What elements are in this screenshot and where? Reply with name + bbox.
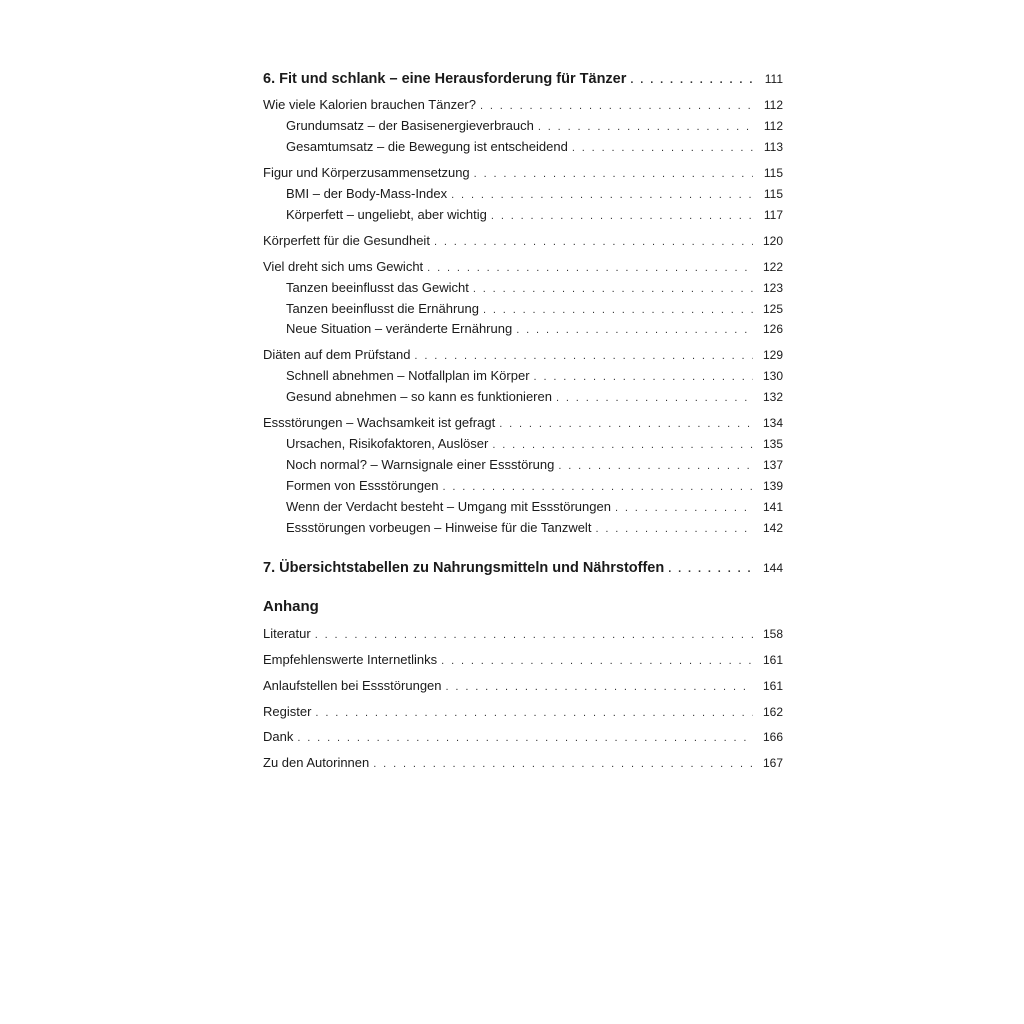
- toc-page-number: 113: [763, 140, 783, 154]
- toc-entry: [263, 233, 783, 250]
- toc-title: Viel dreht sich ums Gewicht: [263, 259, 424, 274]
- toc-page-number: 111: [764, 72, 783, 86]
- dot-leader: [315, 705, 753, 721]
- dot-leader: [373, 756, 753, 772]
- toc-entry: [263, 347, 783, 364]
- toc-page-number: 117: [763, 208, 783, 222]
- toc-title: Ursachen, Risikofaktoren, Auslöser: [286, 436, 489, 451]
- dot-leader: [538, 119, 753, 135]
- toc-title: Anlaufstellen bei Essstörungen: [263, 678, 442, 693]
- dot-leader: [491, 208, 753, 224]
- toc-title: Noch normal? – Warnsignale einer Essstörung: [286, 457, 555, 472]
- toc-title: Formen von Essstörungen: [286, 478, 439, 493]
- dot-leader: [414, 348, 753, 364]
- toc-title: Wenn der Verdacht besteht – Umgang mit Essstörungen: [286, 499, 611, 514]
- toc-title: Zu den Autorinnen: [263, 755, 370, 770]
- appendix-heading: Anhang: [263, 598, 319, 615]
- toc-subentry: [263, 499, 783, 516]
- toc-title: Neue Situation – veränderte Ernährung: [286, 321, 513, 336]
- toc-entry: [263, 729, 783, 746]
- toc-page-number: 142: [762, 521, 783, 535]
- toc-page-number: 137: [762, 458, 783, 472]
- toc-title: Wie viele Kalorien brauchen Tänzer?: [263, 97, 476, 112]
- toc-subentry: [263, 280, 783, 297]
- toc-page-number: 123: [762, 281, 783, 295]
- dot-leader: [499, 416, 753, 432]
- toc-subentry: [263, 118, 783, 135]
- toc-title: Diäten auf dem Prüfstand: [263, 347, 411, 362]
- dot-leader: [534, 369, 753, 385]
- toc-page-number: 167: [762, 756, 783, 770]
- toc-entry: [263, 165, 783, 182]
- toc-entry: [263, 704, 783, 721]
- toc-entry: [263, 97, 783, 114]
- dot-leader: [297, 730, 753, 746]
- toc-subentry: [263, 186, 783, 203]
- toc-page-number: 125: [762, 302, 783, 316]
- toc-entry: [263, 652, 783, 669]
- dot-leader: [480, 98, 753, 114]
- toc-page-number: 166: [762, 730, 783, 744]
- toc-page-number: 158: [762, 627, 783, 641]
- dot-leader: [483, 302, 753, 318]
- toc-entry: [263, 626, 783, 643]
- dot-leader: [451, 187, 753, 203]
- toc-title: Gesamtumsatz – die Bewegung ist entscheidend: [286, 139, 568, 154]
- toc-page-number: 161: [762, 679, 783, 693]
- toc-page-number: 112: [763, 119, 783, 133]
- toc-title: Tanzen beeinflusst das Gewicht: [286, 280, 469, 295]
- toc-title: Empfehlenswerte Internetlinks: [263, 652, 438, 667]
- toc-subentry: [263, 321, 783, 338]
- toc-entry: [263, 755, 783, 772]
- dot-leader: [473, 281, 753, 297]
- toc-title: Körperfett für die Gesundheit: [263, 233, 430, 248]
- dot-leader: [442, 479, 753, 495]
- toc-page-number: 132: [762, 390, 783, 404]
- toc-page-number: 162: [762, 705, 783, 719]
- toc-subentry: [263, 368, 783, 385]
- toc-title: Schnell abnehmen – Notfallplan im Körper: [286, 368, 530, 383]
- toc-page-number: 135: [762, 437, 783, 451]
- toc-title: Tanzen beeinflusst die Ernährung: [286, 301, 479, 316]
- dot-leader: [434, 234, 753, 250]
- toc-page-number: 115: [763, 187, 783, 201]
- toc-page-number: 120: [762, 234, 783, 248]
- toc-title: Register: [263, 704, 312, 719]
- toc-title: Figur und Körperzusammensetzung: [263, 165, 470, 180]
- toc-chapter-6: [263, 70, 783, 89]
- dot-leader: [446, 679, 753, 695]
- toc-title: Grundumsatz – der Basisenergieverbrauch: [286, 118, 534, 133]
- dot-leader: [595, 521, 753, 537]
- dot-leader: [441, 653, 753, 669]
- toc-page-number: 126: [762, 322, 783, 336]
- toc-page-number: 134: [762, 416, 783, 430]
- toc-title: Körperfett – ungeliebt, aber wichtig: [286, 207, 487, 222]
- toc-page-number: 112: [763, 98, 783, 112]
- toc-title: BMI – der Body-Mass-Index: [286, 186, 448, 201]
- dot-leader: [427, 260, 753, 276]
- toc-title: Gesund abnehmen – so kann es funktionieren: [286, 389, 552, 404]
- dot-leader: [668, 560, 753, 578]
- dot-leader: [315, 627, 753, 643]
- toc-subentry: [263, 436, 783, 453]
- dot-leader: [492, 437, 753, 453]
- dot-leader: [516, 322, 753, 338]
- toc-page-number: 130: [762, 369, 783, 383]
- toc-page-number: 139: [762, 479, 783, 493]
- toc-page-number: 115: [763, 166, 783, 180]
- toc-subentry: [263, 457, 783, 474]
- toc-subentry: [263, 520, 783, 537]
- dot-leader: [630, 71, 753, 89]
- toc-title: Essstörungen – Wachsamkeit ist gefragt: [263, 415, 496, 430]
- toc-page-number: 141: [762, 500, 783, 514]
- toc-entry: [263, 678, 783, 695]
- toc-entry: [263, 259, 783, 276]
- toc-entry: [263, 415, 783, 432]
- toc-title: Essstörungen vorbeugen – Hinweise für die Tanzwelt: [286, 520, 592, 535]
- toc-page-number: 129: [762, 348, 783, 362]
- toc-subentry: [263, 207, 783, 224]
- toc-page-number: 144: [762, 561, 783, 575]
- toc-subentry: [263, 301, 783, 318]
- dot-leader: [474, 166, 753, 182]
- dot-leader: [558, 458, 753, 474]
- toc-subentry: [263, 389, 783, 406]
- toc-page-number: 122: [762, 260, 783, 274]
- toc-page-number: 161: [762, 653, 783, 667]
- dot-leader: [556, 390, 753, 406]
- toc-title: 7. Übersichtstabellen zu Nahrungsmitteln und Nährstoffen: [263, 560, 665, 576]
- toc-title: 6. Fit und schlank – eine Herausforderung für Tänzer: [263, 71, 627, 87]
- toc-chapter-7: [263, 559, 783, 578]
- toc-title: Literatur: [263, 626, 311, 641]
- dot-leader: [572, 140, 753, 156]
- toc-title: Dank: [263, 729, 294, 744]
- toc-subentry: [263, 139, 783, 156]
- toc-subentry: [263, 478, 783, 495]
- dot-leader: [615, 500, 753, 516]
